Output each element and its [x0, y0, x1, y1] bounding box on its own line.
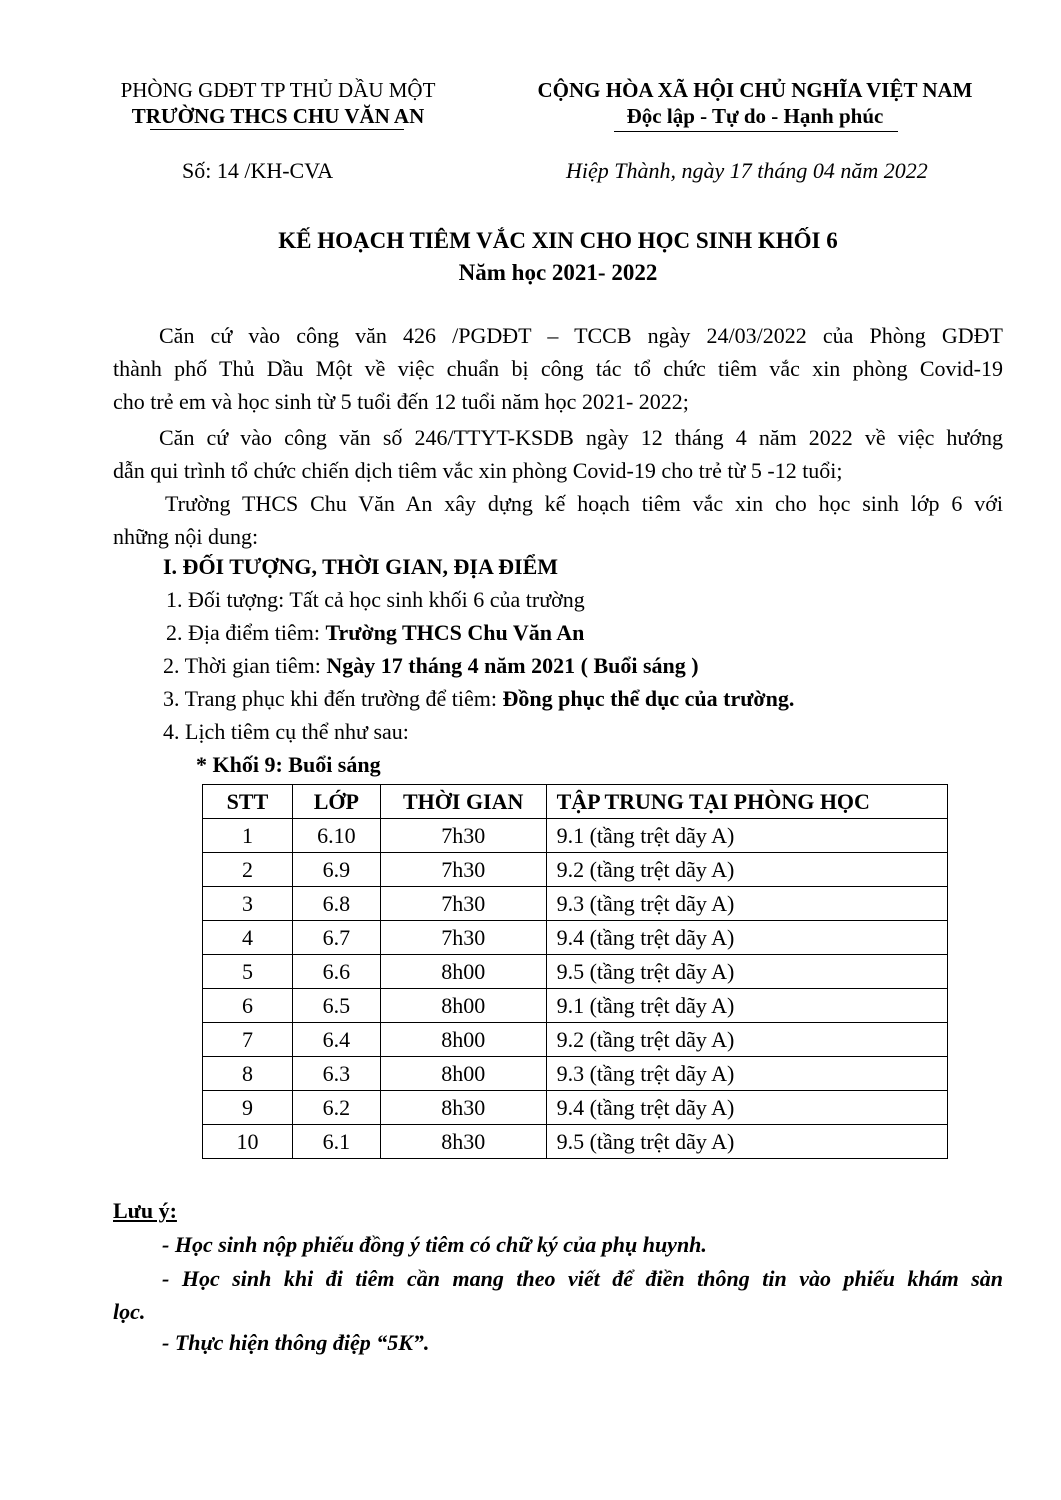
paragraph-basis-2	[113, 421, 1003, 487]
section-heading: I. ĐỐI TƯỢNG, THỜI GIAN, ĐỊA ĐIỂM	[163, 554, 559, 579]
cell-stt: 1	[203, 819, 293, 853]
header-class: LỚP	[292, 785, 380, 819]
cell-class: 6.5	[292, 989, 380, 1023]
paragraph-basis-1	[113, 319, 1003, 418]
cell-class: 6.7	[292, 921, 380, 955]
table-row	[203, 853, 948, 887]
table-row	[203, 1125, 948, 1159]
school-year: Năm học 2021- 2022	[458, 260, 658, 285]
issuing-department: PHÒNG GDĐT TP THỦ DẦU MỘT	[120, 78, 436, 102]
school-name: TRƯỜNG THCS CHU VĂN AN	[131, 104, 425, 128]
paragraph-line: Căn cứ vào công văn 426 /PGDĐT – TCCB ngày 24/03/2022 của Phòng GDĐT	[159, 323, 1003, 348]
table-row	[203, 1091, 948, 1125]
paragraph-intro	[113, 487, 1003, 553]
table-row	[203, 989, 948, 1023]
item-target: 1. Đối tượng: Tất cả học sinh khối 6 của trường	[166, 587, 585, 612]
cell-class: 6.6	[292, 955, 380, 989]
paragraph-line: Trường THCS Chu Văn An xây dựng kế hoạch tiêm vắc xin cho học sinh lớp 6 với	[165, 491, 1003, 516]
cell-room: 9.4 (tầng trệt dãy A)	[546, 921, 947, 955]
cell-time: 8h00	[380, 1057, 546, 1091]
paragraph-line: dẫn qui trình tổ chức chiến dịch tiêm vắc xin phòng Covid-19 cho trẻ từ 5 -12 tuổi;	[113, 458, 843, 483]
schedule-subheading: * Khối 9: Buổi sáng	[196, 752, 381, 777]
cell-time: 8h30	[380, 1091, 546, 1125]
cell-room: 9.1 (tầng trệt dãy A)	[546, 989, 947, 1023]
item-uniform	[163, 686, 794, 712]
table-row	[203, 921, 948, 955]
paragraph-line: cho trẻ em và học sinh từ 5 tuổi đến 12 tuổi năm học 2021- 2022;	[113, 389, 689, 414]
header-room: TẬP TRUNG TẠI PHÒNG HỌC	[546, 785, 947, 819]
cell-time: 8h00	[380, 1023, 546, 1057]
item-value: Trường THCS Chu Văn An	[325, 620, 585, 645]
cell-class: 6.8	[292, 887, 380, 921]
cell-class: 6.3	[292, 1057, 380, 1091]
paragraph-line: những nội dung:	[113, 524, 259, 549]
cell-room: 9.4 (tầng trệt dãy A)	[546, 1091, 947, 1125]
cell-stt: 7	[203, 1023, 293, 1057]
paragraph-line: thành phố Thủ Dầu Một về việc chuẩn bị công tác tổ chức tiêm vắc xin phòng Covid-19	[113, 356, 1003, 381]
cell-class: 6.1	[292, 1125, 380, 1159]
cell-time: 8h00	[380, 955, 546, 989]
cell-stt: 4	[203, 921, 293, 955]
motto-underline	[614, 131, 898, 132]
cell-time: 7h30	[380, 887, 546, 921]
note-line: - Học sinh khi đi tiêm cần mang theo viết để điền thông tin vào phiếu khám sàn	[162, 1266, 1003, 1291]
item-location	[166, 620, 584, 646]
document-title: KẾ HOẠCH TIÊM VẮC XIN CHO HỌC SINH KHỐI 6	[278, 228, 838, 253]
item-label: 2. Địa điểm tiêm:	[166, 620, 326, 645]
note-consent: - Học sinh nộp phiếu đồng ý tiêm có chữ ký của phụ huynh.	[162, 1232, 707, 1257]
national-motto: Độc lập - Tự do - Hạnh phúc	[626, 104, 884, 128]
table-header-row	[203, 785, 948, 819]
item-time	[163, 653, 699, 679]
document-number: Số: 14 /KH-CVA	[182, 158, 334, 183]
header-time: THỜI GIAN	[380, 785, 546, 819]
cell-stt: 6	[203, 989, 293, 1023]
item-value: Ngày 17 tháng 4 năm 2021 ( Buổi sáng )	[326, 653, 699, 678]
cell-class: 6.2	[292, 1091, 380, 1125]
cell-room: 9.2 (tầng trệt dãy A)	[546, 853, 947, 887]
cell-room: 9.5 (tầng trệt dãy A)	[546, 955, 947, 989]
cell-time: 7h30	[380, 853, 546, 887]
cell-time: 8h00	[380, 989, 546, 1023]
notes-heading: Lưu ý:	[113, 1198, 177, 1223]
table-row	[203, 887, 948, 921]
cell-room: 9.1 (tầng trệt dãy A)	[546, 819, 947, 853]
note-pen	[113, 1262, 1003, 1328]
cell-stt: 5	[203, 955, 293, 989]
cell-class: 6.10	[292, 819, 380, 853]
note-line: lọc.	[113, 1299, 146, 1324]
header-stt: STT	[203, 785, 293, 819]
table-row	[203, 1057, 948, 1091]
item-label: 3. Trang phục khi đến trường để tiêm:	[163, 686, 503, 711]
cell-stt: 10	[203, 1125, 293, 1159]
cell-time: 7h30	[380, 819, 546, 853]
cell-room: 9.5 (tầng trệt dãy A)	[546, 1125, 947, 1159]
cell-class: 6.4	[292, 1023, 380, 1057]
vaccination-schedule-table	[202, 784, 948, 1159]
cell-class: 6.9	[292, 853, 380, 887]
table-row	[203, 955, 948, 989]
place-and-date: Hiệp Thành, ngày 17 tháng 04 năm 2022	[566, 158, 928, 183]
note-5k: - Thực hiện thông điệp “5K”.	[162, 1330, 430, 1355]
cell-stt: 3	[203, 887, 293, 921]
cell-room: 9.3 (tầng trệt dãy A)	[546, 887, 947, 921]
item-value: Đồng phục thể dục của trường.	[502, 686, 795, 711]
item-schedule: 4. Lịch tiêm cụ thể như sau:	[163, 719, 409, 744]
table-row	[203, 1023, 948, 1057]
national-title: CỘNG HÒA XÃ HỘI CHỦ NGHĨA VIỆT NAM	[537, 78, 973, 102]
table-row	[203, 819, 948, 853]
school-name-underline	[150, 129, 404, 130]
cell-stt: 2	[203, 853, 293, 887]
item-label: 2. Thời gian tiêm:	[163, 653, 327, 678]
cell-room: 9.3 (tầng trệt dãy A)	[546, 1057, 947, 1091]
cell-time: 8h30	[380, 1125, 546, 1159]
cell-stt: 8	[203, 1057, 293, 1091]
cell-room: 9.2 (tầng trệt dãy A)	[546, 1023, 947, 1057]
paragraph-line: Căn cứ vào công văn số 246/TTYT-KSDB ngày 12 tháng 4 năm 2022 về việc hướng	[159, 425, 1003, 450]
cell-stt: 9	[203, 1091, 293, 1125]
cell-time: 7h30	[380, 921, 546, 955]
